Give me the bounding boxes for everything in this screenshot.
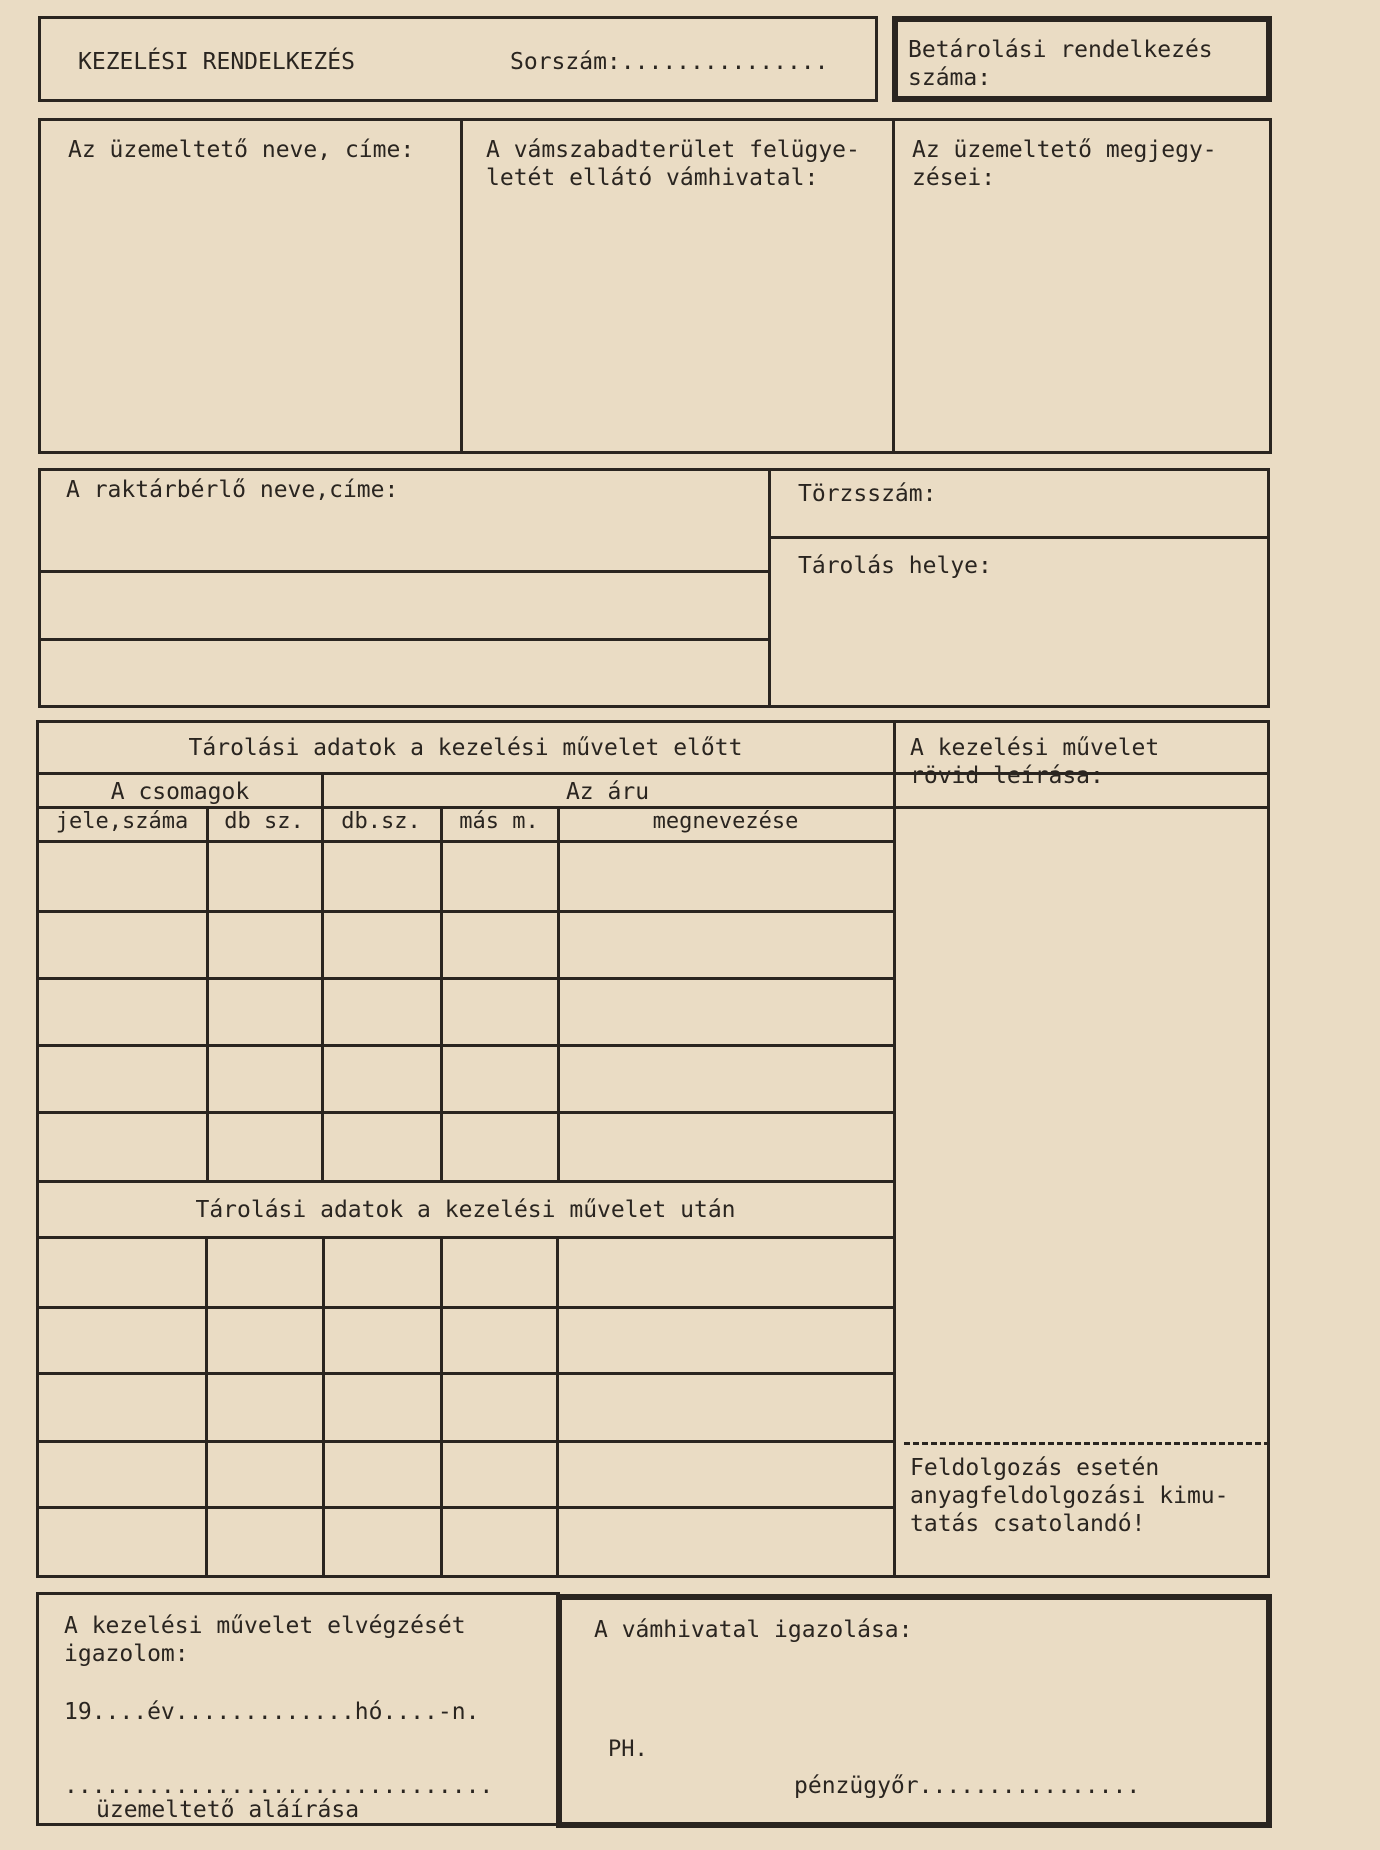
customs-cert-label: A vámhivatal igazolása: [594,1617,913,1643]
divider [768,536,1270,539]
divider [322,1236,325,1578]
table-row [36,977,893,980]
serial-field[interactable]: Sorszám:............... [510,49,829,75]
table-row [36,1506,893,1509]
dashed-divider [904,1442,1270,1445]
section2-box [38,468,1270,708]
description-header: A kezelési művelet rövid leírása: [910,735,1160,789]
reg-number-label: Törzsszám: [798,481,937,507]
table-row [36,1180,893,1183]
signature-label: üzemeltető aláírása [96,1797,360,1823]
divider [440,1236,443,1578]
form-title: KEZELÉSI RENDELKEZÉS [78,49,355,75]
customs-office-label: A vámszabadterület felügye- letét ellátó vámhivatal: [486,137,860,191]
divider [557,806,560,1180]
storage-order-label: Betárolási rendelkezés száma: [908,37,1213,91]
processing-note: Feldolgozás esetén anyagfeldolgozási kimu- tatás csatolandó! [910,1455,1229,1537]
divider [36,1236,893,1239]
storage-place-label: Tárolás helye: [798,553,992,579]
col-header-pkg-count: db sz. [224,809,304,834]
date-line[interactable]: 19....év.............hó....-n. [64,1699,480,1725]
divider [768,468,771,708]
table-row [36,1440,893,1443]
officer-signature[interactable]: pénzügyőr................ [794,1773,1141,1799]
table-row [36,910,893,913]
stamp-label: PH. [608,1737,648,1762]
divider [440,806,443,1180]
tenant-label: A raktárbérlő neve,címe: [66,477,399,503]
before-title: Tárolási adatok a kezelési művelet előtt [188,735,743,761]
col-header-name: megnevezése [652,809,799,834]
divider [321,772,324,808]
signature-line[interactable]: ............................... [64,1773,494,1799]
divider [321,806,324,1180]
divider [460,118,463,454]
divider [38,570,768,573]
certify-label: A kezelési művelet elvégzését igazolom: [64,1613,466,1667]
divider [893,806,1270,809]
table-box [36,720,1270,1578]
table-row [36,1306,893,1309]
col-header-other-unit: más m. [459,809,539,834]
table-row [36,1111,893,1114]
after-title: Tárolási adatok a kezelési művelet után [195,1197,736,1223]
operator-label: Az üzemeltető neve, címe: [68,137,415,163]
operator-notes-label: Az üzemeltető megjegy- zései: [912,137,1217,191]
divider [206,806,209,1180]
divider [36,840,893,843]
col-header-goods-count: db.sz. [341,809,421,834]
divider [556,1236,559,1578]
divider [205,1236,208,1578]
packages-group-label: A csomagok [110,779,250,805]
col-header-mark: jele,száma [55,809,189,834]
divider [38,638,768,641]
goods-group-label: Az áru [565,779,650,805]
table-row [36,1372,893,1375]
divider [893,720,896,1578]
table-row [36,1044,893,1047]
divider [892,118,895,454]
